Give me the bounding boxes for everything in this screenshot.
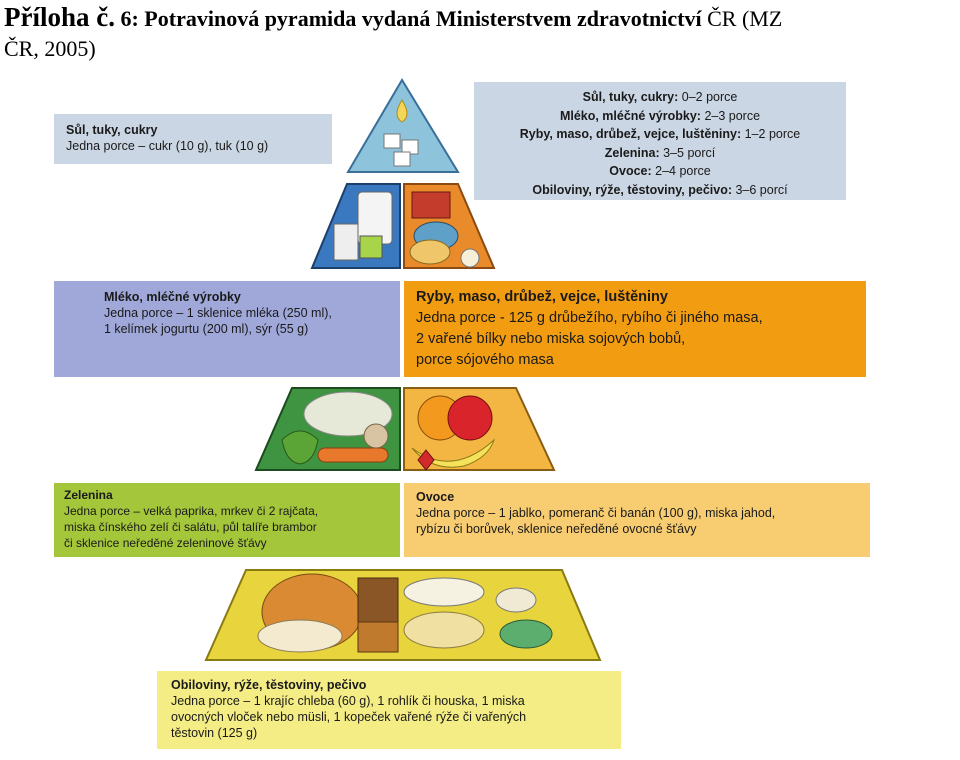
group-desc: Jedna porce – velká paprika, mrkev či 2 rajčata, <box>64 504 319 518</box>
chicken-icon <box>410 240 450 264</box>
group-desc: Jedna porce – 1 krajíc chleba (60 g), 1 rohlík či houska, 1 miska <box>171 694 525 708</box>
group-title: Zelenina <box>64 488 113 502</box>
servings-summary <box>474 82 846 200</box>
heading-line2: ČR, 2005) <box>4 36 96 61</box>
summary-row: Obiloviny, rýže, těstoviny, pečivo: 3–6 porcí <box>532 182 788 197</box>
meat-icon <box>412 192 450 218</box>
heading-lead: Příloha č. <box>4 2 115 32</box>
milk-carton-icon <box>334 224 358 260</box>
summary-row: Zelenina: 3–5 porcí <box>604 145 716 160</box>
summary-row: Ryby, maso, drůbež, vejce, luštěniny: 1–2 porce <box>519 127 801 141</box>
summary-row: Mléko, mléčné výrobky: 2–3 porce <box>559 108 761 123</box>
group-dairy-box <box>54 281 400 377</box>
sugar-cube-icon <box>394 152 410 166</box>
sugar-cube-icon <box>384 134 400 148</box>
group-veg-box <box>54 483 400 557</box>
summary-row: Ovoce: 2–4 porce <box>609 164 711 178</box>
group-fruit-box <box>404 483 870 557</box>
tier-veg-fruit <box>256 388 554 470</box>
group-title: Ryby, maso, drůbež, vejce, luštěniny <box>416 289 668 305</box>
yogurt-cup-icon <box>360 236 382 258</box>
heading-tail: ČR (MZ <box>701 6 783 31</box>
muesli-bowl-icon <box>500 620 552 648</box>
heading-rest: 6: Potravinová pyramida vydaná Ministerstvem zdravotnictví <box>114 6 702 31</box>
group-desc: ovocných vloček nebo müsli, 1 kopeček vařené rýže či vařených <box>171 710 527 724</box>
tier-fats <box>348 80 458 172</box>
group-desc: či sklenice neředěné zeleninové šťávy <box>64 536 267 550</box>
group-desc: Jedna porce – cukr (10 g), tuk (10 g) <box>66 139 269 153</box>
bread-slice-icon <box>358 622 398 652</box>
cheese-bread-slice-icon <box>258 620 342 652</box>
group-desc: rybízu či borůvek, sklenice neředěné ovocné šťávy <box>416 522 697 536</box>
tier-grains <box>206 570 600 660</box>
group-meat-box <box>404 281 866 377</box>
group-desc: Jedna porce – 1 sklenice mléka (250 ml), <box>104 306 332 320</box>
group-desc: 2 vařené bílky nebo miska sojových bobů, <box>416 331 686 347</box>
group-title: Sůl, tuky, cukry <box>66 123 158 137</box>
group-desc: Jedna porce - 125 g drůbežího, rybího či jiného masa, <box>416 310 763 326</box>
group-desc: porce sójového masa <box>416 352 554 368</box>
egg-icon <box>461 249 479 267</box>
rice-plate-icon <box>404 578 484 606</box>
group-fats-box <box>54 114 332 164</box>
group-title: Obiloviny, rýže, těstoviny, pečivo <box>171 678 367 692</box>
group-title: Mléko, mléčné výrobky <box>104 290 241 304</box>
potato-icon <box>364 424 388 448</box>
group-desc: těstovin (125 g) <box>171 726 258 740</box>
apple-icon <box>448 396 492 440</box>
group-grain-box <box>157 671 621 749</box>
carrot-icon <box>318 448 388 462</box>
group-desc: Jedna porce – 1 jablko, pomeranč či banán (100 g), miska jahod, <box>416 506 776 520</box>
group-title: Ovoce <box>416 490 455 504</box>
pasta-plate-icon <box>404 612 484 648</box>
summary-row: Sůl, tuky, cukry: 0–2 porce <box>582 90 738 104</box>
cereal-bowl-icon <box>496 588 536 612</box>
group-desc: 1 kelímek jogurtu (200 ml), sýr (55 g) <box>104 322 309 336</box>
tier-dairy-meat <box>312 184 494 268</box>
group-desc: miska čínského zelí či salátu, půl talíře brambor <box>64 520 317 534</box>
